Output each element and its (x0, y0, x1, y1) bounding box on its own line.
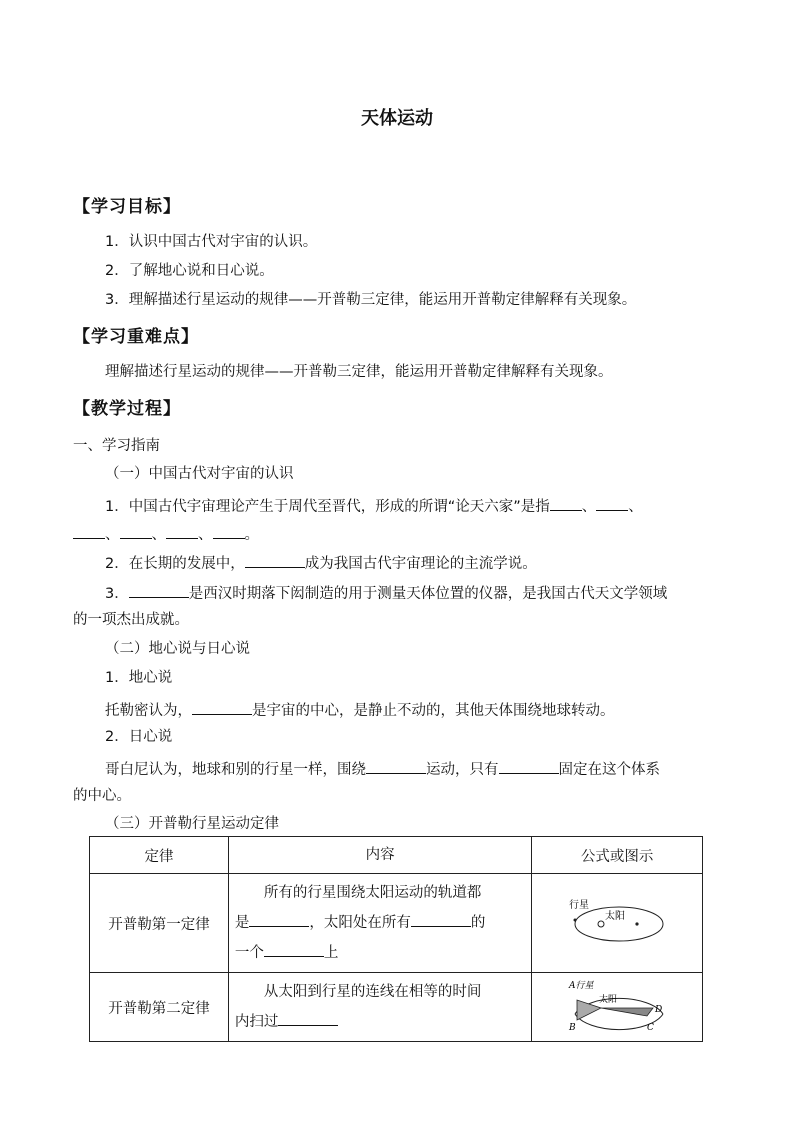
goal-item-1: 1．认识中国古代对宇宙的认识。 (105, 234, 318, 250)
first-law-text-c: ，太阳处在所有 (309, 915, 411, 931)
planet-label: 行星 (569, 900, 590, 911)
equal-areas-diagram (567, 978, 667, 1032)
fill-blank[interactable] (596, 494, 628, 511)
geocentric-title: 1．地心说 (105, 670, 173, 686)
fill-blank[interactable] (249, 910, 309, 927)
fill-blank[interactable] (411, 910, 471, 927)
first-law-text-e: 一个 (234, 945, 264, 961)
point-b-label: B (569, 1023, 576, 1032)
second-law-line-2 (235, 1007, 525, 1037)
page-title: 天体运动 (361, 108, 433, 129)
question-1-text: 1．中国古代宇宙理论产生于周代至晋代，形成的所谓“论天六家”是指 (105, 499, 550, 515)
heliocentric-text-b: 运动，只有 (426, 762, 499, 778)
sun-label: 太阳 (599, 995, 618, 1005)
period: 。 (244, 527, 259, 543)
fill-blank[interactable] (245, 551, 305, 568)
second-law-content (228, 973, 531, 1042)
table-row-first-law (90, 874, 703, 973)
subsection-geo-helio: （二）地心说与日心说 (105, 641, 250, 657)
fill-blank[interactable] (499, 757, 559, 774)
question-1-line-1 (105, 494, 643, 517)
question-2-text-b: 成为我国古代宇宙理论的主流学说。 (304, 556, 537, 572)
first-law-text-b: 是 (234, 915, 250, 931)
kepler-laws-table (89, 836, 703, 1042)
separator: 、 (198, 527, 213, 543)
heliocentric-title: 2．日心说 (105, 729, 173, 745)
fill-blank[interactable] (213, 522, 245, 539)
first-law-content (228, 874, 531, 973)
fill-blank[interactable] (129, 581, 189, 598)
keypoints-text: 理解描述行星运动的规律——开普勒三定律，能运用开普勒定律解释有关现象。 (105, 364, 613, 380)
second-law-text-a: 从太阳到行星的连线在相等的时间 (263, 984, 482, 1000)
fill-blank[interactable] (264, 940, 324, 957)
section-keypoints-title: 【学习重难点】 (73, 327, 199, 347)
fill-blank[interactable] (278, 1009, 338, 1026)
fill-blank[interactable] (120, 522, 152, 539)
separator: 、 (105, 527, 120, 543)
fill-blank[interactable] (550, 494, 582, 511)
separator: 、 (628, 499, 643, 515)
goal-item-3: 3．理解描述行星运动的规律——开普勒三定律，能运用开普勒定律解释有关现象。 (105, 292, 637, 308)
swept-area-left (577, 1000, 601, 1020)
section-goals-title: 【学习目标】 (73, 197, 181, 217)
question-2-text-a: 2．在长期的发展中， (105, 556, 245, 572)
first-law-name: 开普勒第一定律 (90, 874, 229, 973)
first-law-text-f: 上 (323, 945, 339, 961)
section-process-title: 【教学过程】 (73, 399, 181, 419)
fill-blank[interactable] (366, 757, 426, 774)
goal-item-2: 2．了解地心说和日心说。 (105, 263, 274, 279)
heliocentric-text-a: 哥白尼认为，地球和别的行星一样，围绕 (105, 762, 366, 778)
point-d-label: D (655, 1005, 663, 1015)
heliocentric-text-c: 固定在这个体系 (558, 762, 660, 778)
question-3-line-2: 的一项杰出成就。 (73, 612, 189, 628)
second-law-figure (532, 973, 703, 1042)
part-learning-guide: 一、学习指南 (73, 438, 160, 454)
sun-icon (598, 921, 604, 927)
fill-blank[interactable] (73, 522, 105, 539)
question-3-text-b: 是西汉时期落下闳制造的用于测量天体位置的仪器，是我国古代天文学领域 (188, 586, 668, 602)
point-a-label: A行星 (569, 981, 594, 991)
subsection-ancient-cosmology: （一）中国古代对宇宙的认识 (105, 466, 294, 482)
first-law-text-a: 所有的行星围绕太阳运动的轨道都 (263, 885, 482, 901)
table-row-second-law (90, 973, 703, 1042)
question-3-line-1 (105, 581, 667, 604)
question-2 (105, 551, 537, 574)
geocentric-text-a: 托勒密认为， (105, 703, 192, 719)
geocentric-text (105, 698, 615, 721)
focus-dot (636, 922, 639, 925)
heliocentric-text-line-1 (105, 757, 660, 780)
question-3-number: 3． (105, 586, 129, 602)
heliocentric-text-line-2: 的中心。 (73, 788, 131, 804)
swept-area-right (601, 1008, 653, 1016)
second-law-text-b: 内扫过 (234, 1014, 279, 1030)
header-law: 定律 (90, 837, 229, 874)
subsection-kepler-laws: （三）开普勒行星运动定律 (105, 816, 279, 832)
header-formula: 公式或图示 (532, 837, 703, 874)
first-law-line-3 (235, 938, 525, 968)
header-content: 内容 (228, 837, 531, 874)
fill-blank[interactable] (166, 522, 198, 539)
first-law-line-2 (235, 908, 525, 938)
elliptical-orbit-diagram (567, 896, 667, 946)
separator: 、 (581, 499, 597, 515)
sun-label: 太阳 (605, 911, 626, 922)
question-1-line-2 (73, 522, 259, 545)
first-law-figure (532, 874, 703, 973)
point-c-label: C (647, 1023, 655, 1032)
table-header-row (90, 837, 703, 874)
second-law-name: 开普勒第二定律 (90, 973, 229, 1042)
geocentric-text-b: 是宇宙的中心，是静止不动的，其他天体围绕地球转动。 (252, 703, 615, 719)
separator: 、 (151, 527, 166, 543)
planet-dot (574, 919, 577, 922)
first-law-text-d: 的 (470, 915, 486, 931)
fill-blank[interactable] (192, 698, 252, 715)
